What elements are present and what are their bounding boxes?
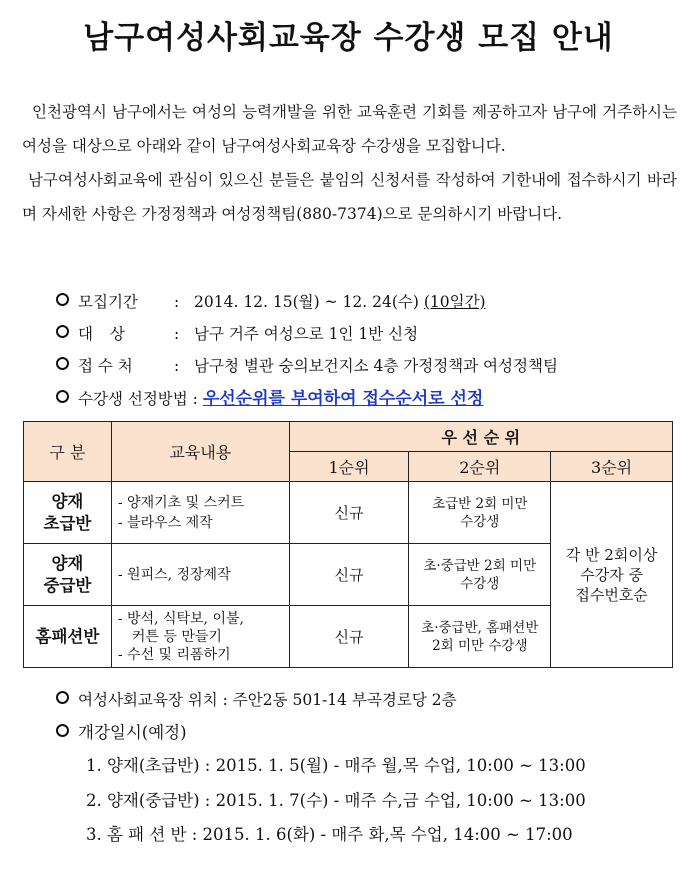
priority-3-cell (551, 482, 673, 668)
row-name (24, 482, 112, 544)
schedule-line-3: 3. 홈 패 션 반 : 2015. 1. 6(화) - 매주 화,목 수업, 14:00 ~ 17:00 (86, 825, 573, 844)
target-label: 대 상 (78, 325, 131, 343)
content-line: - 양재기초 및 스커트 (117, 494, 245, 511)
content-line: - 수선 및 리폼하기 (117, 646, 231, 663)
priority-line: 초·중급반 2회 미만 (423, 557, 537, 574)
header-priority-1: 1순위 (289, 452, 409, 482)
bullet-circle-icon (56, 724, 69, 737)
content-line: 커튼 등 만들기 (131, 628, 222, 645)
intro-text (22, 95, 677, 231)
row-content (111, 606, 289, 668)
page-title: 남구여성사회교육장 수강생 모집 안내 (83, 20, 614, 56)
row-name: 홈패션반 (24, 606, 112, 668)
place-item (56, 354, 558, 376)
period-extra: (10일간) (423, 293, 486, 311)
target-sep: : (174, 325, 180, 343)
row-priority-2 (409, 606, 551, 668)
row-name-line: 양재 (51, 553, 84, 573)
priority-3-line: 수강자 중 (580, 565, 643, 584)
row-content (111, 544, 289, 606)
place-sep: : (174, 357, 180, 375)
content-line: - 방석, 식탁보, 이불, (117, 610, 244, 627)
row-priority-2 (409, 482, 551, 544)
row-content (111, 482, 289, 544)
priority-line: 수강생 (460, 513, 500, 530)
intro-paragraph-2: 남구여성사회교육에 관심이 있으신 분들은 붙임의 신청서를 작성하여 기한내에 접수하시기 바라며 자세한 사항은 가정정책과 여성정책팀(880-7374)으로 문의하시기 바랍니다. (22, 171, 677, 223)
header-category: 구 분 (24, 422, 112, 482)
row-priority-1: 신규 (289, 606, 409, 668)
bullet-circle-icon (56, 357, 69, 370)
row-priority-1: 신규 (289, 544, 409, 606)
header-content: 교육내용 (111, 422, 289, 482)
period-value: 2014. 12. 15(월) ~ 12. 24(수) (194, 293, 419, 311)
period-label: 모집기간 (78, 293, 138, 311)
method-label: 수강생 선정방법 : (78, 390, 198, 408)
place-label: 접 수 처 (78, 357, 133, 375)
row-priority-2 (409, 544, 551, 606)
table-row (24, 482, 673, 544)
bullet-circle-icon (56, 293, 69, 306)
priority-line: 2회 미만 수강생 (432, 637, 528, 654)
location-item (56, 688, 457, 710)
row-name (24, 544, 112, 606)
content-line: - 원피스, 정장제작 (117, 566, 231, 583)
priority-3-line: 접수번호순 (575, 585, 648, 604)
row-name-line: 초급반 (43, 513, 92, 533)
place-value: 남구청 별관 숭의보건지소 4층 가정정책과 여성정책팀 (194, 357, 558, 375)
priority-line: 수강생 (460, 575, 500, 592)
location-text: 여성사회교육장 위치 : 주안2동 501-14 부곡경로당 2층 (78, 691, 457, 709)
method-value: 우선순위를 부여하여 접수순서로 선정 (202, 389, 484, 409)
row-name-line: 중급반 (43, 575, 92, 595)
priority-line: 초·중급반, 홈패션반 (421, 619, 539, 636)
opening-item (56, 719, 187, 743)
target-value: 남구 거주 여성으로 1인 1반 신청 (194, 325, 419, 343)
period-item (56, 290, 486, 312)
opening-title: 개강일시(예정) (78, 723, 187, 742)
target-item (56, 322, 418, 344)
priority-table (23, 421, 673, 668)
row-name-line: 양재 (51, 491, 84, 511)
priority-line: 초급반 2회 미만 (432, 495, 528, 512)
header-priority-2: 2순위 (409, 452, 551, 482)
priority-3-line: 각 반 2회이상 (565, 545, 658, 564)
row-priority-1: 신규 (289, 482, 409, 544)
bullet-circle-icon (56, 691, 69, 704)
schedule-line-1: 1. 양재(초급반) : 2015. 1. 5(월) - 매주 월,목 수업, 10:00 ~ 13:00 (86, 756, 586, 775)
header-priority: 우 선 순 위 (289, 422, 672, 452)
bullet-circle-icon (56, 390, 69, 403)
header-priority-3: 3순위 (551, 452, 673, 482)
method-item (56, 384, 483, 409)
intro-paragraph-1: 인천광역시 남구에서는 여성의 능력개발을 위한 교육훈련 기회를 제공하고자 남구에 거주하시는 여성을 대상으로 아래와 같이 남구여성사회교육장 수강생을 모집합니다. (22, 103, 677, 155)
bullet-circle-icon (56, 325, 69, 338)
period-sep: : (174, 293, 180, 311)
schedule-line-2: 2. 양재(중급반) : 2015. 1. 7(수) - 매주 수,금 수업, 10:00 ~ 13:00 (86, 791, 586, 810)
content-line: - 블라우스 제작 (117, 514, 213, 531)
